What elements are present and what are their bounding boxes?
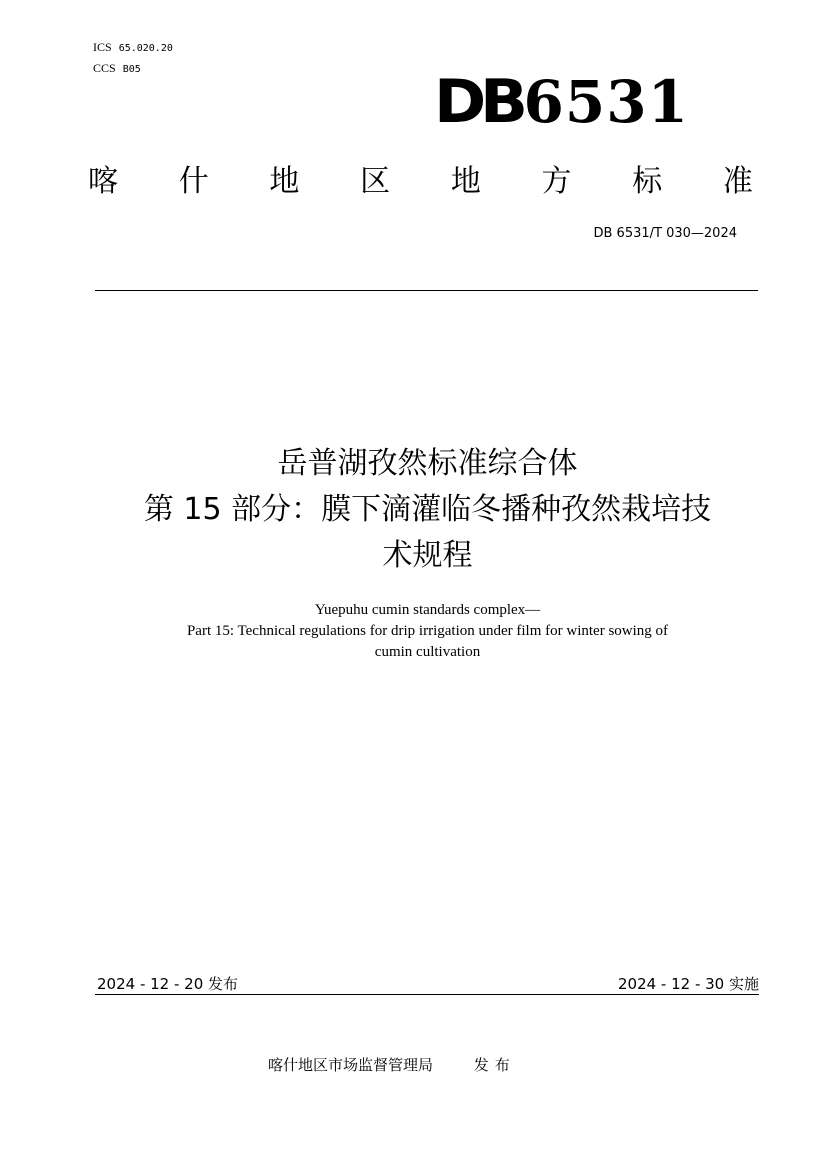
ics-value: 65.020.20 [118,43,173,54]
standard-type-char: 地 [269,164,300,199]
ccs-classification [93,61,141,77]
standard-type-char: 方 [541,164,572,199]
standard-type-char: 地 [450,164,481,199]
db-logo [434,67,704,137]
standard-type-char: 喀 [88,164,118,199]
standard-type-char: 什 [178,164,209,199]
top-divider [95,290,758,291]
ics-label: ICS [93,40,112,54]
publish-label: 发布 [473,1056,516,1074]
title-en-line: Yuepuhu cumin standards complex— [314,602,541,618]
bottom-divider [95,994,759,995]
issuer-name: 喀什地区市场监督管理局 [268,1056,434,1074]
ccs-label: CCS [93,61,116,75]
ics-classification [93,40,173,56]
issue-date: 2024 - 12 - 20 发布 [97,975,239,993]
title-en-line: Part 15: Technical regulations for drip irrigation under film for winter sowing of [186,623,669,639]
standard-code: DB 6531/T 030—2024 [593,226,737,241]
db-logo-prefix: DB [434,67,522,137]
title-en-line: cumin cultivation [374,644,481,660]
implementation-date: 2024 - 12 - 30 实施 [617,975,759,993]
title-cn-line: 术规程 [382,538,473,573]
standard-type-char: 标 [632,164,663,199]
db-logo-number: 6531 [523,68,689,136]
title-english [80,600,775,663]
title-chinese [60,441,795,579]
standard-type-heading [88,158,753,198]
ccs-value: B05 [122,64,141,75]
title-cn-line: 第 15 部分：膜下滴灌临冬播种孜然栽培技 [143,492,712,527]
standard-type-char: 区 [360,164,391,199]
issuer-line [268,1054,516,1075]
standard-type-char: 准 [722,164,753,199]
title-cn-line: 岳普湖孜然标准综合体 [277,446,578,481]
